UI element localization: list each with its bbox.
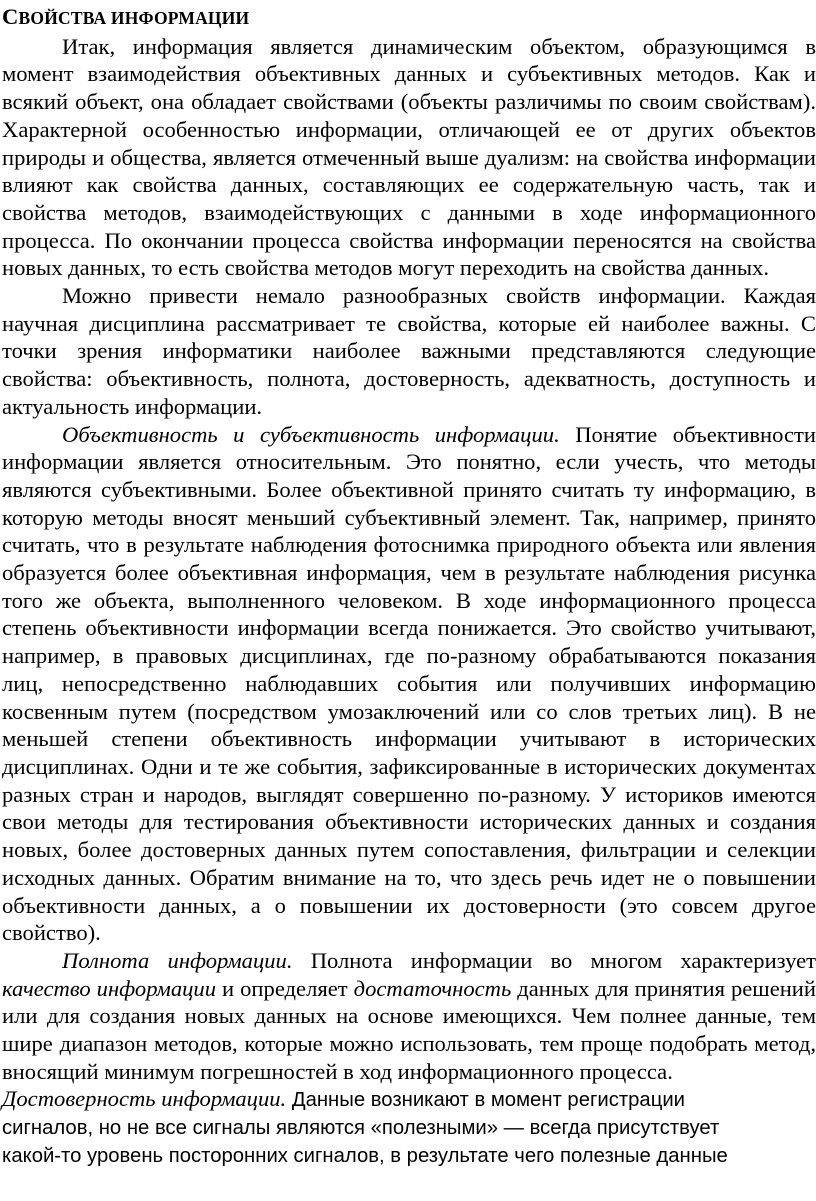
section-heading (2, 3, 816, 33)
reliability-text-1: Данные возникают в момент регистрации (286, 1089, 685, 1112)
paragraph-reliability (2, 1085, 816, 1170)
paragraph-properties: Можно привести немало разнообразных свойств информации. Каждая научная дисциплина рассматривает те свойства, которые ей наиболее важны. С точки зрения информатики наиболее важными представляются следующие свойства: объективность, полнота, достоверность, адекватность, доступность и актуальность информации. (2, 283, 816, 419)
heading-rest: ВОЙСТВА ИНФОРМАЦИИ (18, 8, 250, 28)
reliability-line-3: какой-то уровень посторонних сигналов, в результате чего полезные данные (2, 1145, 728, 1168)
heading-initial: С (2, 4, 19, 29)
objectivity-text: Понятие объективности информации является относительным. Это понятно, если учесть, что методы являются субъективными. Более объективной принято считать ту информацию, в которую методы вносят меньший субъективный элемент. Так, например, принято считать, что в результате наблюдения фотоснимка природного объекта или явления образуется более объективная информация, чем в результате наблюдения рисунка того же объекта, выполненного человеком. В ходе информационного процесса степень объективности информации всегда понижается. Это свойство учитывают, например, в правовых дисциплинах, где по-разному обрабатываются показания лиц, непосредственно наблюдавших события или получивших информацию косвенным путем (посредством умозаключений или со слов третьих лиц). В не меньшей степени объективность информации учитывают в исторических дисциплинах. Одни и те же события, зафиксированные в исторических документах разных стран и народов, выглядят совершенно по-разному. У историков имеются свои методы для тестирования объективности исторических данных и создания новых, более достоверных данных путем сопоставления, фильтрации и селекции исходных данных. Обратим внимание на то, что здесь речь идет не о повышении объективности данных, а о повышении их достоверности (это совсем другое свойство). (2, 421, 816, 946)
completeness-text-c: данных для принятия решений или для создания новых данных на основе имеющихся. Чем полнее данные, тем шире диапазон методов, которые можно использовать, тем проще подобрать метод, вносящий минимум погрешностей в ход информационного процесса. (2, 975, 816, 1084)
objectivity-title: Объективность и субъективность информации. (62, 421, 560, 447)
reliability-title: Достоверность информации. (2, 1086, 287, 1112)
paragraph-objectivity (2, 421, 816, 947)
paragraph-intro: Итак, информация является динамическим объектом, образующимся в момент взаимодействия объективных данных и субъективных методов. Как и всякий объект, она обладает свойствами (объекты различимы по своим свойствам). Характерной особенностью информации, отличающей ее от других объектов природы и общества, является отмеченный выше дуализм: на свойства информации влияют как свойства данных, составляющих ее содержательную часть, так и свойства методов, взаимодействующих с данными в ходе информационного процесса. По окончании процесса свойства информации переносятся на свойства новых данных, то есть свойства методов могут переходить на свойства данных. (2, 33, 816, 281)
paragraph-completeness (2, 947, 816, 1086)
completeness-title: Полнота информации. (62, 947, 293, 973)
completeness-text-a: Полнота информации во многом характеризует (292, 947, 816, 973)
reliability-line-2: сигналов, но не все сигналы являются «полезными» — всегда присутствует (2, 1117, 720, 1140)
sufficiency-term: достаточность (353, 975, 512, 1001)
quality-term: качество информации (2, 975, 217, 1001)
completeness-text-b: и определяет (216, 975, 354, 1001)
reliability-line-1 (2, 1085, 816, 1115)
